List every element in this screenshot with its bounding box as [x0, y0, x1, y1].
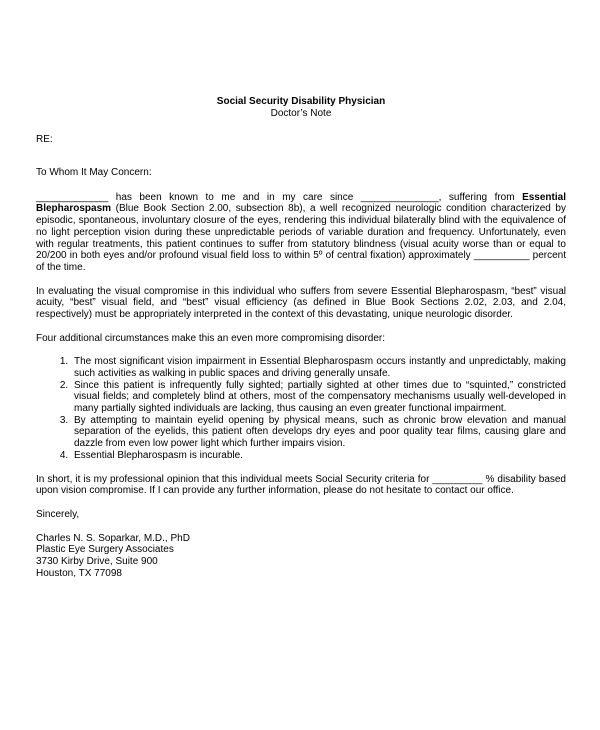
closing-paragraph: In short, it is my professional opinion that this individual meets Social Security criteria for _________ % disability based upon vision compromise. If I can provide any further information, please do not hesitate to contact our office. [36, 473, 566, 497]
circumstances-intro: Four additional circumstances make this an even more compromising disorder: [36, 332, 386, 344]
signature-street-address: 3730 Kirby Drive, Suite 900 [36, 555, 158, 567]
signature-practice: Plastic Eye Surgery Associates [36, 544, 174, 556]
document-header [36, 96, 566, 119]
intro-paragraph [36, 192, 566, 274]
list-item: 4. Essential Blepharospasm is incurable. [71, 450, 566, 462]
signature-block [36, 533, 566, 580]
list-item: 3. By attempting to maintain eyelid opening by physical means, such as chronic brow elevation and manual separation of the eyelids, this patient often develops dry eyes and poor quality tear films, causing glare and dazzle from even low power light which further impairs vision. [71, 415, 566, 450]
signature-city-state-zip: Houston, TX 77098 [36, 567, 122, 579]
list-item: 2. Since this patient is infrequently fully sighted; partially sighted at other times due to “squinted,” constricted visual fields; and completely blind at others, most of the compensatory mechanisms usually well-developed in many partially sighted individuals are lacking, thus causing an even greater functional impairment. [71, 380, 566, 415]
intro-paragraph-start: _____________ has been known to me and in my care since ______________, suffering from [36, 191, 523, 203]
sign-off: Sincerely, [36, 508, 80, 520]
signature-name: Charles N. S. Soparkar, M.D., PhD [36, 532, 190, 544]
salutation: To Whom It May Concern: [36, 167, 152, 179]
page-subtitle: Doctor’s Note [270, 107, 332, 119]
re-label: RE: [36, 134, 53, 146]
list-item: 1. The most significant vision impairment in Essential Blepharospasm occurs instantly and unpredictably, making such activities as walking in public spaces and driving generally unsafe. [71, 356, 566, 379]
intro-paragraph-end: (Blue Book Section 2.00, subsection 8b), a well recognized neurologic condition characterized by episodic, spontaneous, involuntary closure of the eyes, rendering this individual bilaterally blind with the equivalence of no light perception vision during these unpredictable periods of variable duration and frequency. Unfortunately, even with regular treatments, this patient continues to suffer from statutory blindness (visual acuity worse than or equal to 20/200 in both eyes and/or profound visual field loss to within 5º of central fixation) approximately __________ percent of the time. [36, 203, 566, 273]
evaluation-paragraph: In evaluating the visual compromise in this individual who suffers from severe Essential Blepharospasm, “best” visual acuity, “best” visual field, and “best” visual efficiency (as defined in Blue Book Sections 2.02, 2.03, and 2.04, respectively) must be appropriately interpreted in the context of this devastating, unique neurologic disorder. [36, 285, 566, 320]
condition-name-bold: Essential Blepharospasm [36, 191, 566, 215]
page-title: Social Security Disability Physician [216, 96, 386, 107]
circumstances-list [36, 356, 566, 461]
